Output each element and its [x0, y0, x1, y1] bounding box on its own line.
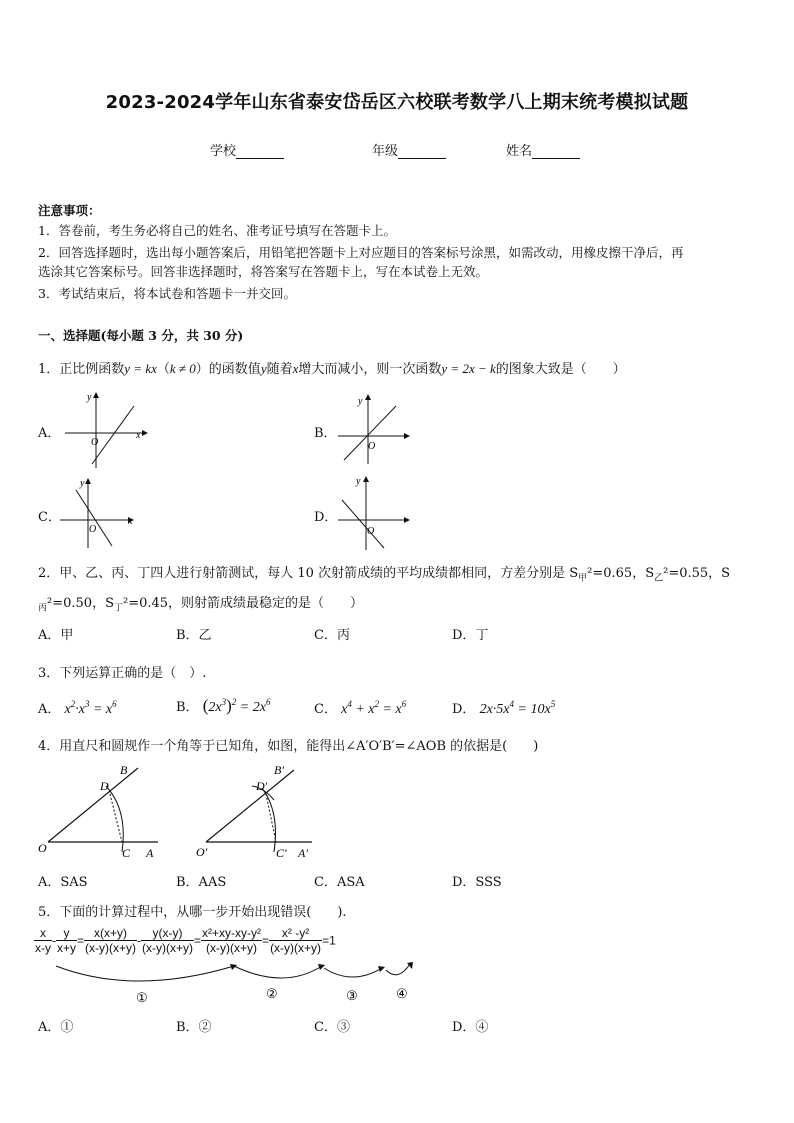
q1-formula: y — [260, 361, 267, 376]
q1-graph-a — [60, 390, 150, 470]
note-item-2a: 2．回答选择题时，选出每小题答案后，用铅笔把答题卡上对应题目的答案标号涂黑，如需改动，用橡皮擦干净后，再 — [38, 245, 684, 260]
axis-label-y: y — [356, 476, 361, 487]
q2-text: ²=0.65，S — [587, 566, 655, 581]
note-item-3: 3．考试结束后，将本试卷和答题卡一并交回。 — [38, 286, 296, 301]
name-blank — [532, 144, 580, 159]
q2-text: ²=0.50，S — [47, 596, 114, 611]
q5-option-b: B．② — [176, 1020, 212, 1035]
q1-graph-b — [334, 392, 414, 466]
step-2-label: ② — [266, 986, 278, 1001]
numerator: x — [34, 926, 52, 941]
axis-label-x: x — [136, 430, 141, 441]
fraction-6 — [269, 926, 322, 955]
label-c-prime: C′ — [276, 846, 287, 860]
numerator: y — [56, 926, 77, 941]
q1-option-a-label: A． — [38, 426, 61, 441]
q5-option-c: C．③ — [314, 1020, 350, 1035]
denominator: (x-y)(x+y) — [142, 941, 194, 955]
q1-option-b-label: B． — [314, 426, 337, 441]
q1-text: 增大而减小，则一次函数 — [298, 362, 442, 377]
numerator: y(x-y) — [141, 926, 194, 941]
fraction-4 — [141, 926, 194, 955]
denominator: (x-y)(x+y) — [206, 941, 258, 955]
q1-text: 的图象大致是（ ） — [495, 362, 626, 377]
grade-label: 年级 — [372, 144, 399, 159]
label-o: O — [38, 841, 47, 855]
note-item-1: 1．答卷前，考生务必将自己的姓名、准考证号填写在答题卡上。 — [38, 223, 396, 238]
q2-option-c: C．丙 — [314, 628, 350, 643]
label-d: D — [100, 779, 109, 793]
q1-text: 随着 — [266, 362, 293, 377]
section-heading: 一、选择题(每小题 3 分，共 30 分) — [38, 328, 244, 343]
q1-graph-d — [334, 472, 414, 552]
q4-option-d: D．SSS — [452, 875, 502, 890]
step-3-label: ③ — [346, 988, 358, 1003]
q2-text: ²=0.55，S — [663, 566, 731, 581]
question-2-stem-line2 — [38, 592, 363, 614]
school-blank — [236, 144, 284, 159]
q2-sub: 乙 — [654, 573, 664, 584]
q2-sub: 甲 — [578, 573, 588, 584]
q2-sub: 丁 — [113, 603, 123, 614]
q5-option-a: A．① — [38, 1020, 74, 1035]
label-d-prime: D′ — [256, 779, 268, 793]
label-o-prime: O′ — [196, 845, 208, 859]
q3-option-b-label: B． — [176, 700, 199, 715]
note-item-2b: 选涂其它答案标号。回答非选择题时，将答案写在答题卡上，写在本试卷上无效。 — [38, 264, 489, 279]
label-a: A — [146, 846, 154, 860]
q2-text: 2．甲、乙、丙、丁四人进行射箭测试，每人 10 次射箭成绩的平均成绩都相同，方差分别是 S — [38, 566, 579, 581]
q3-option-c-label: C． — [314, 702, 337, 717]
numerator: x²+xy-xy-y² — [202, 926, 262, 940]
axis-label-y: y — [80, 478, 85, 489]
step-1-label: ① — [136, 990, 148, 1005]
numerator: x² -y² — [269, 926, 322, 941]
fraction-1 — [34, 926, 52, 955]
q5-step-arrows — [34, 960, 434, 1012]
denominator: x-y — [35, 941, 51, 955]
question-4-stem: 4．用直尺和圆规作一个角等于已知角，如图，能得出∠A′O′B′=∠AOB 的依据是( ) — [38, 739, 539, 754]
q4-option-c: C．ASA — [314, 875, 365, 890]
axis-label-y: y — [87, 392, 92, 403]
denominator: (x-y)(x+y) — [270, 941, 322, 955]
fraction-5 — [201, 926, 262, 955]
q1-text: 1．正比例函数 — [38, 362, 125, 377]
q1-text: ）的函数值 — [195, 362, 261, 377]
page-title: 2023-2024学年山东省泰安岱岳区六校联考数学八上期末统考模拟试题 — [105, 92, 689, 113]
q3-option-a-label: A． — [38, 702, 61, 717]
q5-option-d: D．④ — [452, 1020, 489, 1035]
origin-label: O — [367, 526, 375, 537]
q4-figure-original-angle — [36, 760, 166, 864]
q1-option-d-label: D． — [314, 510, 338, 525]
q1-formula: y = kx — [124, 361, 157, 376]
school-label: 学校 — [210, 144, 237, 159]
result: =1 — [322, 933, 336, 948]
grade-field — [372, 140, 446, 159]
origin-label: O — [89, 524, 97, 535]
question-1-stem — [38, 358, 626, 377]
q2-option-a: A．甲 — [38, 628, 74, 643]
q2-option-b: B．乙 — [176, 628, 212, 643]
q2-sub: 丙 — [38, 603, 48, 614]
q3-option-d-label: D． — [452, 702, 476, 717]
step-4-label: ④ — [396, 986, 408, 1001]
denominator: x+y — [57, 941, 77, 955]
name-field — [506, 140, 580, 159]
q5-calculation: $\frac{x}{x-y}$ - $\frac{y}{x+y}$ = $\frac{x(x+y)}{(x-y)(x+y)}$ - $\frac{y(x-y)}{(x-y)(x+y)}$ = $\frac{\text{x²+xy-xy-y²}}{(x-y)(x+y)}$ = $\frac{\text{x² -y²}}{(x-y)(x+y)}$ =1 — [35, 926, 336, 955]
q3-option-d: D． $2x\cdot 5x^4 = 10x^5$ — [452, 699, 556, 717]
label-b: B — [120, 763, 128, 777]
axis-label-x: x — [128, 516, 133, 527]
q1-formula: y = 2x − k — [441, 361, 496, 376]
q4-option-b: B．AAS — [176, 875, 227, 890]
q4-figure-copied-angle — [194, 760, 324, 864]
origin-label: O — [368, 441, 376, 452]
name-label: 姓名 — [506, 144, 533, 159]
denominator: (x-y)(x+y) — [85, 941, 137, 955]
school-field — [210, 140, 284, 159]
fraction-3 — [84, 926, 137, 955]
q3-option-c: C． $x^4 + x^2 = x^6$ — [314, 699, 407, 717]
label-c: C — [122, 846, 131, 860]
q1-option-c-label: C． — [38, 510, 61, 525]
q2-text: ²=0.45，则射箭成绩最稳定的是（ ） — [123, 596, 364, 611]
fraction-2 — [56, 926, 77, 955]
label-b-prime: B′ — [274, 763, 284, 777]
q2-option-d: D．丁 — [452, 628, 489, 643]
axis-label-y: y — [358, 396, 363, 407]
q1-formula: x — [292, 361, 299, 376]
numerator: x(x+y) — [84, 926, 137, 941]
q4-option-a: A．SAS — [38, 875, 88, 890]
notes-heading: 注意事项： — [38, 203, 101, 218]
grade-blank — [398, 144, 446, 159]
q1-text: （ — [156, 362, 170, 377]
question-3-stem: 3．下列运算正确的是（ ）. — [38, 666, 207, 681]
q1-graph-c — [58, 474, 142, 550]
question-2-stem-line1 — [38, 562, 730, 584]
q1-formula: k ≠ 0 — [169, 361, 196, 376]
question-5-stem: 5．下面的计算过程中，从哪一步开始出现错误( ). — [38, 905, 347, 920]
label-a-prime: A′ — [298, 846, 308, 860]
origin-label: O — [91, 437, 99, 448]
q3-option-a: A． $x^2\cdot x^3 = x^6$ — [38, 699, 117, 717]
q3-option-b: B． $(2x^3)^2 = 2x^6$ — [176, 696, 271, 715]
